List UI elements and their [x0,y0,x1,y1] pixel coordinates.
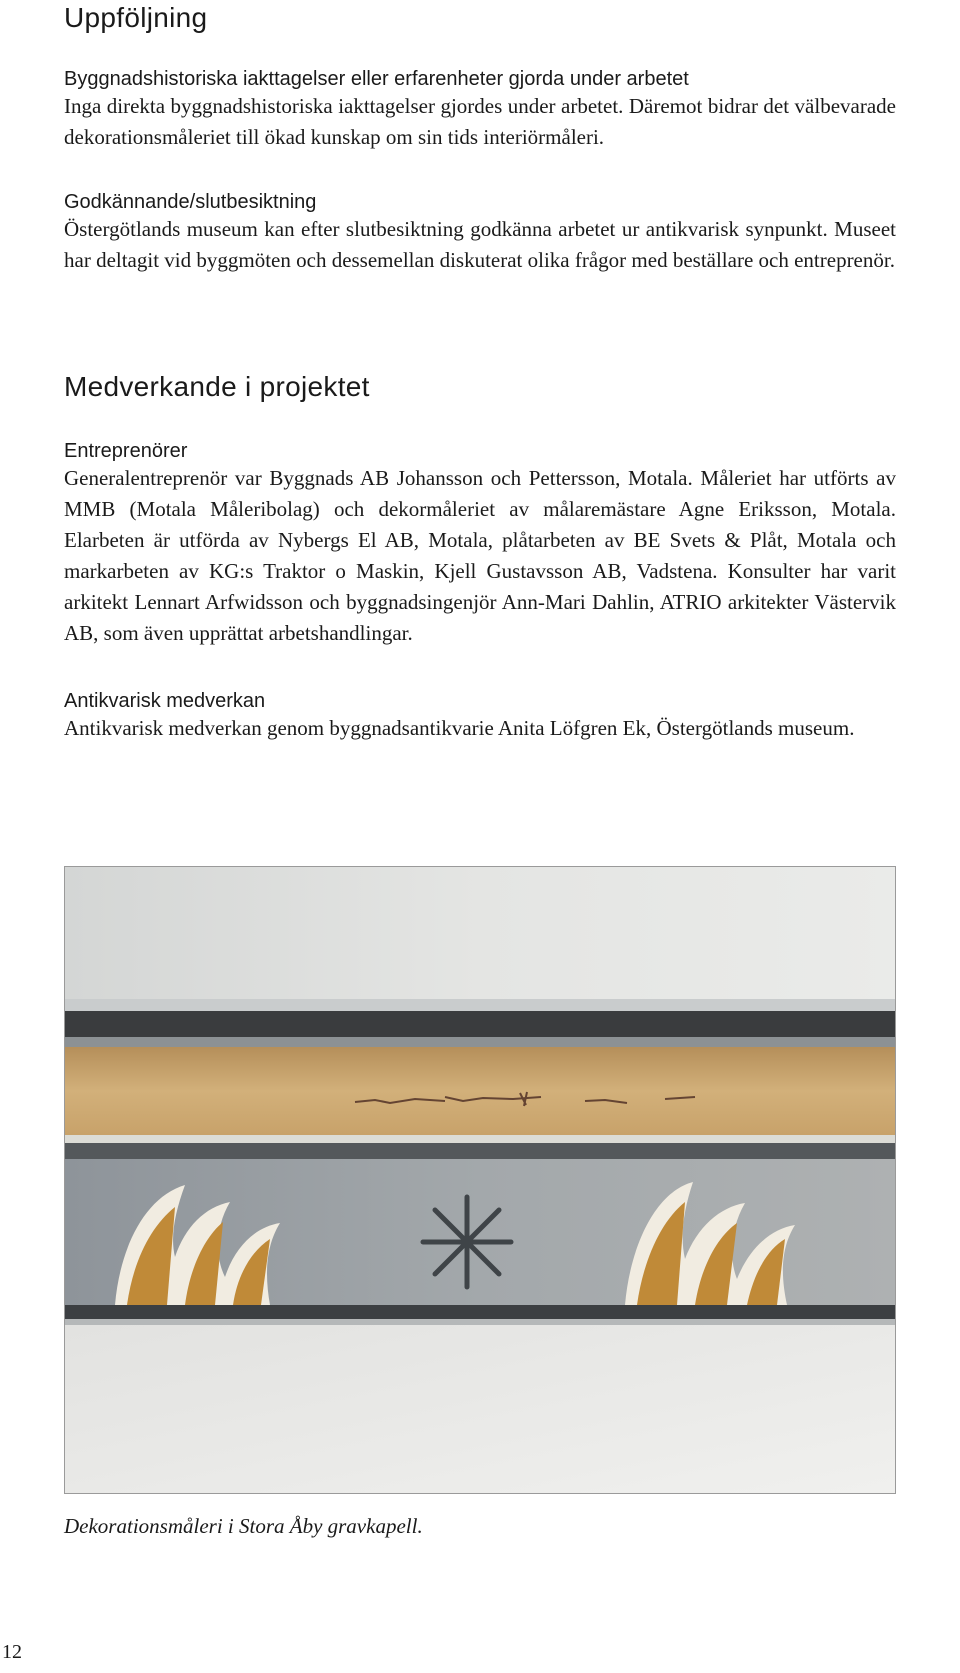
decorative-painting-photo [64,866,896,1494]
light-line [65,1135,895,1143]
lower-wall [65,1325,895,1493]
subheading-antikvarisk-medverkan: Antikvarisk medverkan [64,690,266,712]
paragraph-byggnadshistoriska: Inga direkta byggnadshistoriska iakttagelser gjordes under arbetet. Däremot bidrar det välbevarade dekorationsmåleriet till ökad kunskap om sin tids interiörmåleri. [64,94,896,149]
section-heading-uppfoljning: Uppföljning [64,2,208,33]
paragraph-godkannande: Östergötlands museum kan efter slutbesiktning godkänna arbetet ur antikvarisk synpunkt. Museet har deltagit vid byggmöten och dessemellan diskuterat olika frågor med beställare och entreprenör. [64,217,896,272]
dark-band-bottom [65,1305,895,1319]
upper-wall [65,867,895,1007]
grey-line-bottom [65,1319,895,1325]
section-heading-medverkande: Medverkande i projektet [64,371,370,402]
subheading-byggnadshistoriska: Byggnadshistoriska iakttagelser eller erfarenheter gjorda under arbetet [64,68,689,90]
page-number: 12 [2,1641,22,1663]
dark-band-top [65,1011,895,1037]
grey-transition [65,1037,895,1047]
star-ornament [423,1197,511,1287]
dark-band-middle [65,1143,895,1159]
figure-caption: Dekorationsmåleri i Stora Åby gravkapell. [64,1514,423,1538]
subheading-entreprenorer: Entreprenörer [64,440,188,462]
paragraph-antikvarisk-medverkan: Antikvarisk medverkan genom byggnadsantikvarie Anita Löfgren Ek, Östergötlands museum. [64,716,855,740]
subheading-godkannande: Godkännande/slutbesiktning [64,191,317,213]
ochre-band [65,1047,895,1135]
pale-stripe [65,999,895,1011]
paragraph-entreprenorer: Generalentreprenör var Byggnads AB Johansson och Pettersson, Motala. Måleriet har utförts av MMB (Motala Måleribolag) och dekormåleriet av målaremästare Agne Eriksson, Motala. Elarbeten är utförda av Nybergs El AB, Motala, plåtarbeten av BE Svets & Plåt, Motala och markarbeten av KG:s Traktor o Maskin, Kjell Gustavsson AB, Vadstena. Konsulter har varit arkitekt Lennart Arfwidsson och byggnadsingenjör Ann-Mari Dahlin, ATRIO arkitekter Västervik AB, som även upprättat arbetshandlingar. [64,466,896,645]
